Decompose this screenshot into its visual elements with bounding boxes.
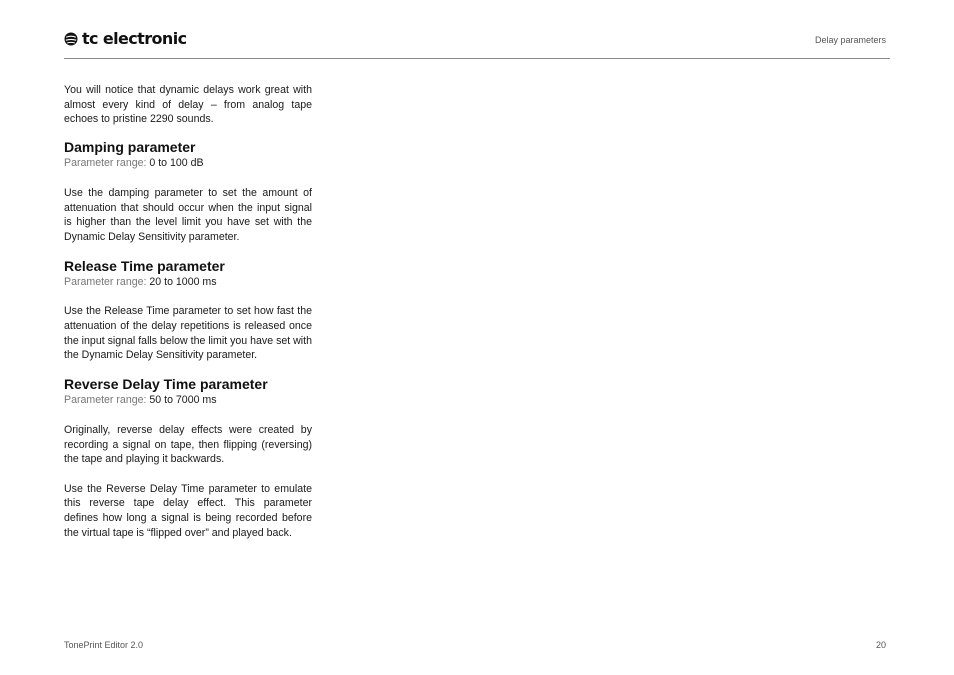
running-header: Delay parameters	[814, 35, 886, 45]
body-paragraph: Originally, reverse delay effects were created by recording a signal on tape, then flipping (reversing) the tape and playing it backwards.	[64, 423, 312, 466]
parameter-range	[64, 393, 312, 408]
logo-text: tc electronic	[82, 29, 187, 48]
body-paragraph: Use the Reverse Delay Time parameter to emulate this reverse tape delay effect. This parameter defines how long a signal is being recorded before the virtual tape is “flipped over” and played back.	[64, 482, 312, 539]
footer-product-name: TonePrint Editor 2.0	[64, 640, 144, 650]
damping-section	[64, 139, 312, 245]
body-paragraph: Use the damping parameter to set the amount of attenuation that should occur when the input signal is higher than the level limit you have set with the Dynamic Delay Sensitivity parameter.	[64, 186, 312, 243]
range-label: Parameter range:	[64, 394, 147, 407]
range-label: Parameter range:	[64, 275, 147, 288]
release-time-section	[64, 258, 312, 364]
intro-paragraph: You will notice that dynamic delays work great with almost every kind of delay – from analog tape echoes to pristine 2290 sounds.	[64, 84, 312, 126]
tc-globe-icon	[64, 32, 78, 46]
parameter-range	[64, 275, 312, 290]
range-label: Parameter range:	[64, 157, 147, 170]
parameter-range	[64, 156, 312, 171]
page-number: 20	[875, 640, 886, 650]
section-heading: Damping parameter	[64, 139, 196, 156]
body-paragraph: Use the Release Time parameter to set how fast the attenuation of the delay repetitions is released once the input signal falls below the limit you have set with the Dynamic Delay Sensitivity parameter.	[64, 305, 312, 362]
text-column	[64, 83, 312, 540]
section-heading: Reverse Delay Time parameter	[64, 376, 268, 393]
section-heading: Release Time parameter	[64, 257, 225, 274]
range-value: 20 to 1000 ms	[149, 275, 217, 288]
range-value: 50 to 7000 ms	[149, 394, 217, 407]
brand-logo	[64, 30, 186, 48]
range-value: 0 to 100 dB	[149, 157, 204, 170]
header-divider	[64, 58, 890, 59]
reverse-delay-time-section	[64, 376, 312, 540]
